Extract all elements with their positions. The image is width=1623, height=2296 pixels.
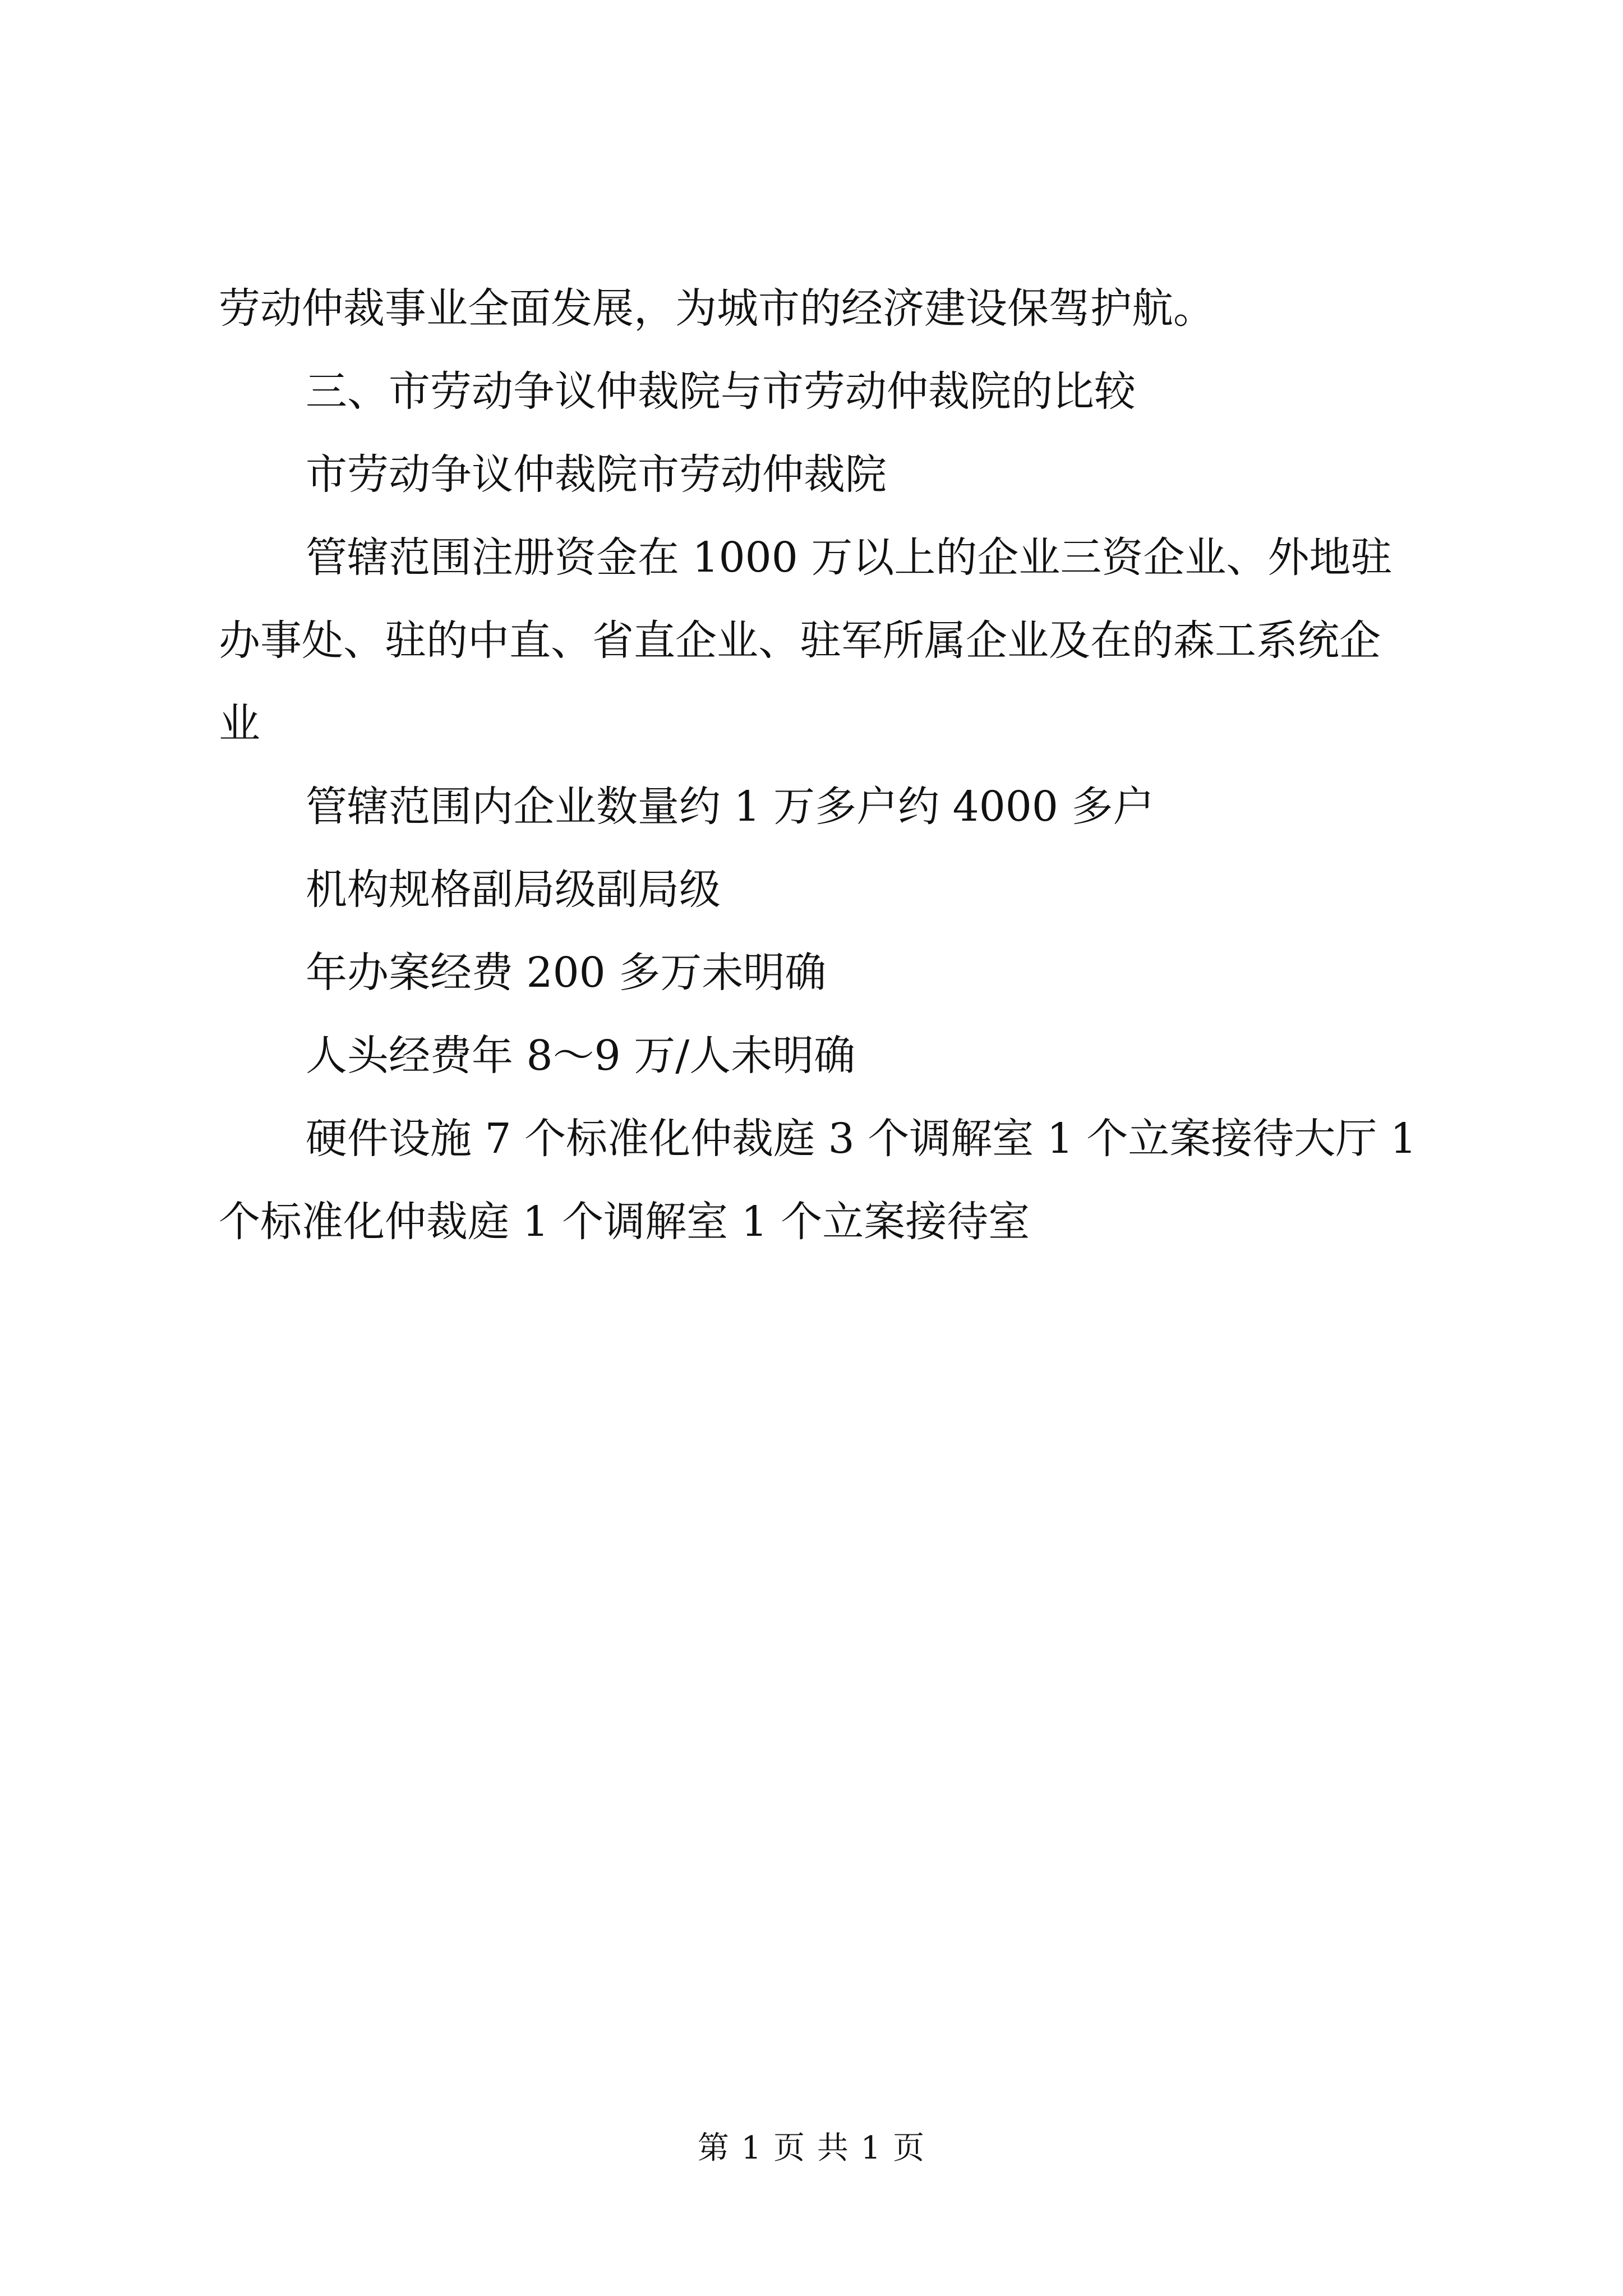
paragraph-line: 劳动仲裁事业全面发展，为城市的经济建设保驾护航。 (219, 284, 1215, 333)
institution-level-line: 机构规格副局级副局级 (306, 866, 721, 914)
jurisdiction-line: 管辖范围注册资金在 1000 万以上的企业三资企业、外地驻 (306, 533, 1393, 582)
annual-case-funding-line: 年办案经费 200 多万未明确 (306, 949, 827, 997)
jurisdiction-line-end: 业 (219, 700, 260, 748)
document-body (219, 280, 1441, 1277)
comparison-header: 市劳动争议仲裁院市劳动仲裁院 (306, 450, 887, 499)
enterprise-count-line: 管辖范围内企业数量约 1 万多户约 4000 多户 (306, 783, 1155, 831)
facilities-line-continued: 个标准化仲裁庭 1 个调解室 1 个立案接待室 (219, 1198, 1030, 1246)
section-heading: 三、市劳动争议仲裁院与市劳动仲裁院的比较 (306, 367, 1136, 416)
facilities-line: 硬件设施 7 个标准化仲裁庭 3 个调解室 1 个立案接待大厅 1 (306, 1115, 1417, 1163)
per-capita-funding-line: 人头经费年 8～9 万/人未明确 (306, 1032, 856, 1080)
page-number-footer: 第 1 页 共 1 页 (697, 2130, 926, 2166)
jurisdiction-line-continued: 办事处、驻的中直、省直企业、驻军所属企业及在的森工系统企 (219, 616, 1381, 665)
